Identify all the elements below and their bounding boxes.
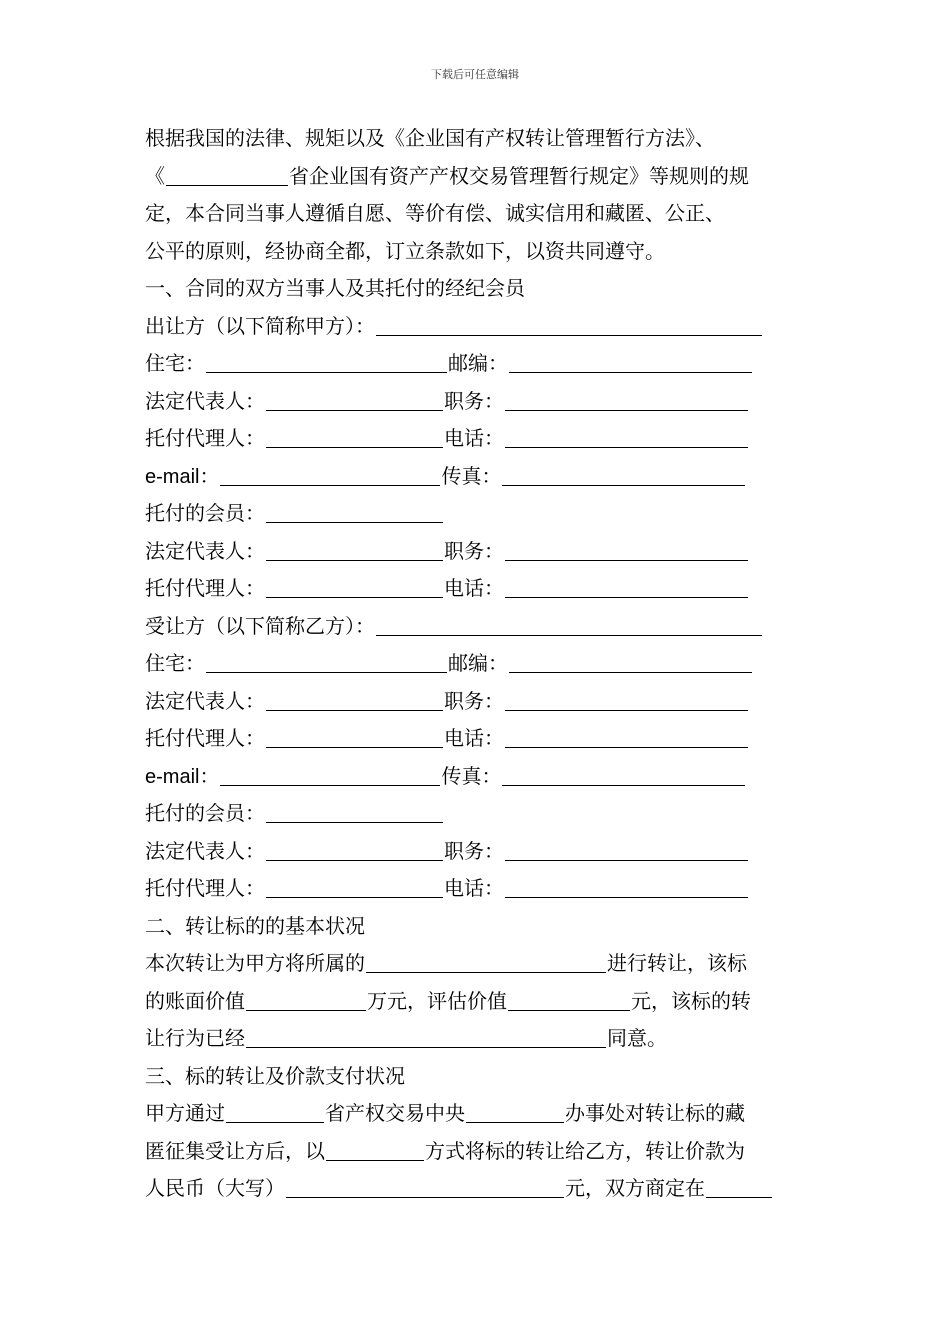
section-3-line-3 xyxy=(145,1170,810,1208)
appraised-value-blank[interactable] xyxy=(508,986,630,1011)
section-heading-text: 一、合同的双方当事人及其托付的经纪会员 xyxy=(145,276,525,300)
party-a-address-row xyxy=(145,345,810,383)
agent-blank[interactable] xyxy=(266,423,443,448)
section-heading-text: 三、标的转让及价款支付状况 xyxy=(145,1063,405,1088)
party-b-row xyxy=(145,608,810,646)
agent-label: 托付代理人： xyxy=(145,426,265,450)
party-a-row xyxy=(145,308,810,346)
postcode-blank[interactable] xyxy=(509,648,752,673)
member-label: 托付的会员： xyxy=(145,501,265,525)
party-a-label: 出让方（以下简称甲方）： xyxy=(145,313,375,338)
section-3-line-2 xyxy=(145,1133,810,1171)
position-label: 职务： xyxy=(444,538,504,563)
section-2-heading xyxy=(145,908,810,946)
position-blank[interactable] xyxy=(505,386,748,411)
party-a-name-blank[interactable] xyxy=(376,311,762,336)
phone-label: 电话： xyxy=(444,876,504,900)
agent-blank[interactable] xyxy=(266,873,443,898)
fax-blank[interactable] xyxy=(502,761,745,786)
agent-label: 托付代理人： xyxy=(145,726,265,750)
party-a-member-legal-rep-row xyxy=(145,533,810,571)
body-text: 进行转让，该标 xyxy=(607,951,747,975)
party-b-legal-rep-row xyxy=(145,683,810,721)
address-label: 住宅： xyxy=(145,651,205,675)
agent-blank[interactable] xyxy=(266,573,443,598)
body-text: 元，该标的转 xyxy=(631,988,751,1013)
section-3-line-1 xyxy=(145,1095,810,1133)
agreed-date-blank[interactable] xyxy=(706,1173,772,1198)
intro-line-3 xyxy=(145,195,810,233)
page-header-note: 下载后可任意编辑 xyxy=(431,68,519,81)
position-label: 职务： xyxy=(444,688,504,713)
intro-line-1 xyxy=(145,120,810,158)
intro-text: 根据我国的法律、规矩以及《企业国有产权转让管理暂行方法》、 xyxy=(145,126,715,150)
email-label: e-mail： xyxy=(145,765,220,788)
transfer-method-blank[interactable] xyxy=(326,1136,424,1161)
legal-rep-blank[interactable] xyxy=(266,536,443,561)
agent-label: 托付代理人： xyxy=(145,876,265,900)
party-b-email-row xyxy=(145,758,810,796)
fax-blank[interactable] xyxy=(502,461,745,486)
intro-line-4 xyxy=(145,233,810,271)
body-text: 方式将标的转让给乙方，转让价款为 xyxy=(425,1138,745,1163)
member-label: 托付的会员： xyxy=(145,801,265,825)
section-3-heading xyxy=(145,1058,810,1096)
email-blank[interactable] xyxy=(220,761,440,786)
office-blank[interactable] xyxy=(466,1098,564,1123)
legal-rep-blank[interactable] xyxy=(266,686,443,711)
intro-line-2 xyxy=(145,158,810,196)
body-text: 本次转让为甲方将所属的 xyxy=(145,951,365,975)
member-blank[interactable] xyxy=(266,798,443,823)
book-value-blank[interactable] xyxy=(246,986,366,1011)
fax-label: 传真： xyxy=(441,763,502,788)
body-text: 甲方通过 xyxy=(145,1101,225,1125)
legal-rep-label: 法定代表人： xyxy=(145,838,265,863)
province-blank[interactable] xyxy=(166,161,288,186)
agent-label: 托付代理人： xyxy=(145,576,265,600)
party-a-email-row xyxy=(145,458,810,496)
address-blank[interactable] xyxy=(206,648,447,673)
body-text: 办事处对转让标的藏 xyxy=(565,1101,745,1125)
phone-blank[interactable] xyxy=(505,873,748,898)
party-a-member-row xyxy=(145,495,810,533)
postcode-blank[interactable] xyxy=(509,348,752,373)
member-blank[interactable] xyxy=(266,498,443,523)
price-uppercase-blank[interactable] xyxy=(286,1173,564,1198)
party-a-member-agent-row xyxy=(145,570,810,608)
position-label: 职务： xyxy=(444,388,504,413)
body-text: 匿征集受让方后，以 xyxy=(145,1138,325,1163)
body-text: 省产权交易中央 xyxy=(325,1101,465,1125)
agent-blank[interactable] xyxy=(266,723,443,748)
phone-label: 电话： xyxy=(444,726,504,750)
address-blank[interactable] xyxy=(206,348,447,373)
section-1-heading xyxy=(145,270,810,308)
legal-rep-label: 法定代表人： xyxy=(145,538,265,563)
legal-rep-blank[interactable] xyxy=(266,386,443,411)
body-text: 让行为已经 xyxy=(145,1026,245,1050)
section-2-line-1 xyxy=(145,945,810,983)
phone-label: 电话： xyxy=(444,426,504,450)
intro-text: 省企业国有资产产权交易管理暂行规定》等规则的规 xyxy=(289,163,749,188)
asset-blank[interactable] xyxy=(366,948,606,973)
intro-text: 《 xyxy=(145,163,165,188)
section-2-line-3 xyxy=(145,1020,810,1058)
party-b-name-blank[interactable] xyxy=(376,611,762,636)
phone-blank[interactable] xyxy=(505,423,748,448)
legal-rep-blank[interactable] xyxy=(266,836,443,861)
approval-authority-blank[interactable] xyxy=(246,1023,606,1048)
phone-blank[interactable] xyxy=(505,573,748,598)
position-label: 职务： xyxy=(444,838,504,863)
postcode-label: 邮编： xyxy=(448,351,508,375)
party-b-label: 受让方（以下简称乙方）： xyxy=(145,613,375,638)
party-b-agent-row xyxy=(145,720,810,758)
party-a-legal-rep-row xyxy=(145,383,810,421)
fax-label: 传真： xyxy=(441,463,502,488)
position-blank[interactable] xyxy=(505,536,748,561)
position-blank[interactable] xyxy=(505,686,748,711)
email-blank[interactable] xyxy=(220,461,440,486)
email-label: e-mail： xyxy=(145,465,220,488)
body-text: 人民币（大写） xyxy=(145,1176,285,1200)
party-b-member-agent-row xyxy=(145,870,810,908)
legal-rep-label: 法定代表人： xyxy=(145,388,265,413)
section-heading-text: 二、转让标的的基本状况 xyxy=(145,913,365,938)
exchange-province-blank[interactable] xyxy=(226,1098,324,1123)
contract-body xyxy=(145,120,810,1208)
phone-blank[interactable] xyxy=(505,723,748,748)
body-text: 元，双方商定在 xyxy=(565,1176,705,1200)
party-b-address-row xyxy=(145,645,810,683)
party-b-member-row xyxy=(145,795,810,833)
section-2-line-2 xyxy=(145,983,810,1021)
legal-rep-label: 法定代表人： xyxy=(145,688,265,713)
party-a-agent-row xyxy=(145,420,810,458)
address-label: 住宅： xyxy=(145,351,205,375)
phone-label: 电话： xyxy=(444,576,504,600)
intro-text: 公平的原则，经协商全都，订立条款如下，以资共同遵守。 xyxy=(145,238,665,263)
party-b-member-legal-rep-row xyxy=(145,833,810,871)
postcode-label: 邮编： xyxy=(448,651,508,675)
position-blank[interactable] xyxy=(505,836,748,861)
body-text: 万元，评估价值 xyxy=(367,988,507,1013)
body-text: 同意。 xyxy=(607,1026,667,1050)
intro-text: 定，本合同当事人遵循自愿、等价有偿、诚实信用和藏匿、公正、 xyxy=(145,201,725,225)
body-text: 的账面价值 xyxy=(145,988,245,1013)
